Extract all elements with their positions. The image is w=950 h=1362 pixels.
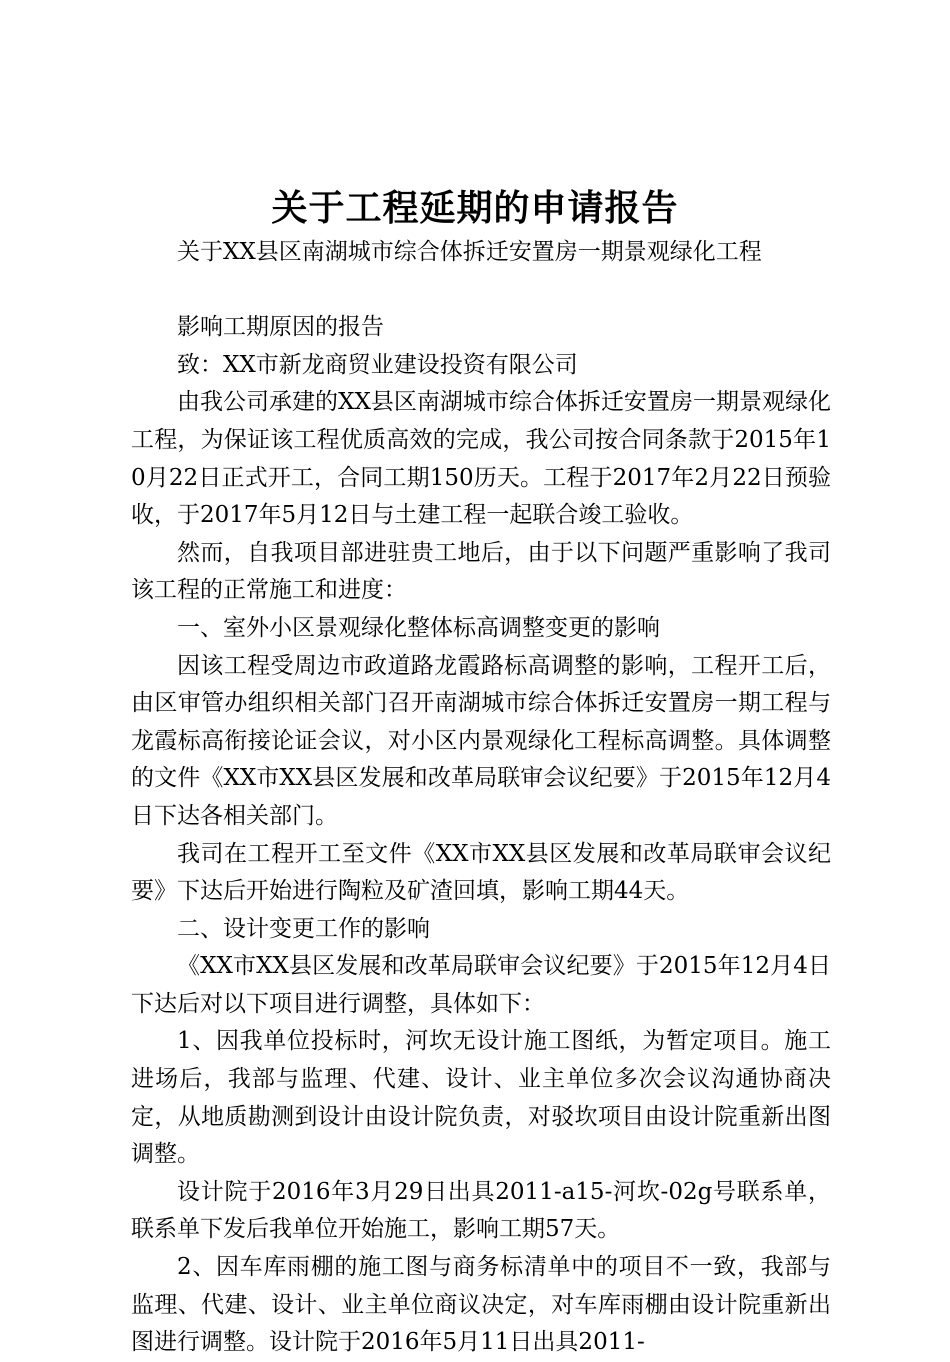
blank-line (131, 272, 831, 310)
paragraph-however: 然而，自我项目部进驻贵工地后，由于以下问题严重影响了我司该工程的正常施工和进度： (131, 539, 831, 604)
section-heading-2: 二、设计变更工作的影响 (177, 915, 430, 942)
subtitle-line-1: 关于XX县区南湖城市综合体拆迁安置房一期景观绿化工程 (177, 239, 762, 265)
paragraph-intro: 由我公司承建的XX县区南湖城市综合体拆迁安置房一期景观绿化工程，为保证该工程优质高效的完成，我公司按合同条款于2015年10月22日正式开工，合同工期150历天。工程于2017年2月22日预验收，于2017年5月12日与土建工程一起联合竣工验收。 (131, 389, 831, 529)
document-title: 关于工程延期的申请报告 (271, 187, 679, 229)
paragraph-item-2: 2、因车库雨棚的施工图与商务标清单中的项目不一致，我部与监理、代建、设计、业主单位商议决定，对车库雨棚由设计院重新出图进行调整。设计院于2016年5月11日出具2011- (131, 1254, 831, 1356)
paragraph-elevation: 因该工程受周边市政道路龙霞路标高调整的影响，工程开工后，由区审管办组织相关部门召开南湖城市综合体拆迁安置房一期工程与龙霞标高衔接论证会议，对小区内景观绿化工程标高调整。具体调整的文件《XX市XX县区发展和改革局联审会议纪要》于2015年12月4日下达各相关部门。 (131, 652, 831, 829)
paragraph-minutes: 《XX市XX县区发展和改革局联审会议纪要》于2015年12月4日下达后对以下项目进行调整，具体如下： (131, 953, 831, 1017)
section-heading-1: 一、室外小区景观绿化整体标高调整变更的影响 (177, 614, 660, 641)
paragraph-item-1: 1、因我单位投标时，河坎无设计施工图纸，为暂定项目。施工进场后，我部与监理、代建、设计、业主单位多次会议沟通协商决定，从地质勘测到设计由设计院负责，对驳坎项目由设计院重新出图调整。 (131, 1028, 831, 1168)
subtitle-line-2: 影响工期原因的报告 (177, 314, 384, 341)
addressee: 致：XX市新龙商贸业建设投资有限公司 (177, 351, 578, 378)
paragraph-delay-57: 设计院于2016年3月29日出具2011-a15-河坎-02g号联系单，联系单下发后我单位开始施工，影响工期57天。 (131, 1178, 831, 1243)
document-body (131, 234, 831, 1362)
paragraph-delay-44: 我司在工程开工至文件《XX市XX县区发展和改革局联审会议纪要》下达后开始进行陶粒及矿渣回填，影响工期44天。 (131, 840, 831, 905)
